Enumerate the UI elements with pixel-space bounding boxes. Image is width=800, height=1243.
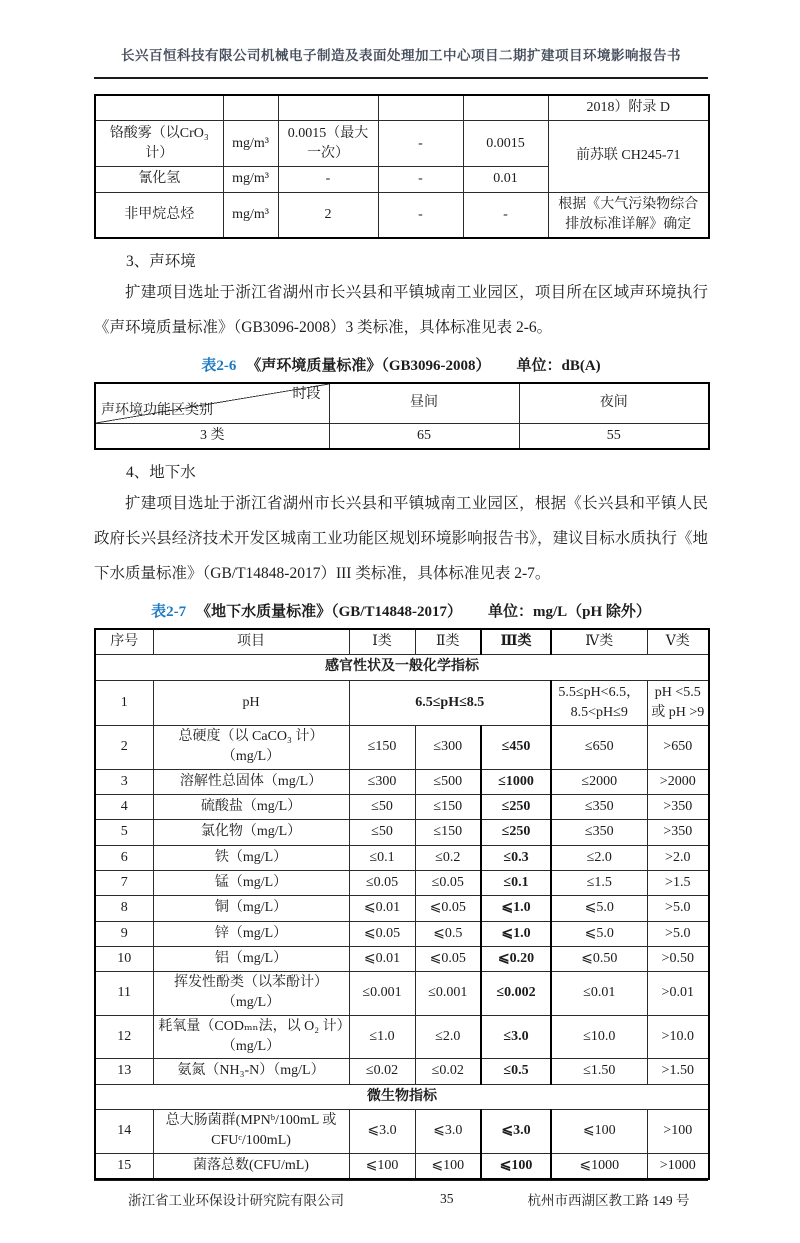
class-ii-value: ≤500 — [415, 769, 481, 794]
class-v-value: >2.0 — [647, 845, 709, 870]
row-number: 4 — [95, 795, 153, 820]
class-iii-value: ⩽1.0 — [481, 896, 551, 921]
class-ii-value: ≤150 — [415, 795, 481, 820]
corner-label-category: 声环境功能区类别 — [101, 403, 213, 419]
pollutant-name: 氰化氢 — [95, 167, 223, 192]
column-header: 项目 — [153, 629, 349, 655]
parameter-name: 锌（mg/L） — [153, 921, 349, 946]
table-row — [95, 896, 709, 921]
value-cell: - — [378, 121, 463, 167]
class-i-value: ≤150 — [349, 726, 415, 770]
column-header-class-iii: Ⅲ类 — [481, 629, 551, 655]
row-number: 8 — [95, 896, 153, 921]
class-ii-value: ≤0.2 — [415, 845, 481, 870]
row-number: 2 — [95, 726, 153, 770]
diagonal-header-cell — [95, 383, 329, 423]
section-heading-groundwater: 4、地下水 — [126, 463, 196, 481]
table-row — [95, 423, 709, 449]
pollutant-name: 铬酸雾（以CrO₃ 计） — [95, 121, 223, 167]
class-iv-value: ≤1.50 — [551, 1059, 647, 1084]
class-i-value: ≤1.0 — [349, 1015, 415, 1059]
class-ii-value: ≤0.02 — [415, 1059, 481, 1084]
cell-empty — [378, 95, 463, 121]
class-iii-value: ⩽3.0 — [481, 1109, 551, 1153]
column-header: Ⅳ类 — [551, 629, 647, 655]
class-v-value: >350 — [647, 795, 709, 820]
section-heading-noise: 3、声环境 — [126, 253, 196, 271]
column-header: Ⅰ类 — [349, 629, 415, 655]
class-ii-value: ⩽3.0 — [415, 1109, 481, 1153]
table-unit: 单位：mg/L（pH 除外） — [487, 603, 651, 620]
parameter-name: 总大肠菌群(MPNᵇ/100mL 或 CFUᶜ/100mL) — [153, 1109, 349, 1153]
row-number: 3 — [95, 769, 153, 794]
table-row — [95, 121, 709, 167]
table-row — [95, 680, 709, 726]
value-cell: 2 — [278, 192, 378, 238]
class-i-value: ⩽0.01 — [349, 946, 415, 971]
class-i-value: ⩽0.01 — [349, 896, 415, 921]
row-number: 14 — [95, 1109, 153, 1153]
section-header-row — [95, 655, 709, 680]
class-v-value: >0.01 — [647, 972, 709, 1016]
table-row — [95, 1109, 709, 1153]
class-iv-value: ⩽5.0 — [551, 921, 647, 946]
parameter-name: 氯化物（mg/L） — [153, 820, 349, 845]
table-row — [95, 820, 709, 845]
table-2-6-caption — [94, 354, 708, 375]
parameter-name: pH — [153, 680, 349, 726]
report-title: 长兴百恒科技有限公司机械电子制造及表面处理加工中心项目二期扩建项目环境影响报告书 — [121, 48, 681, 63]
class-iv-value: ≤10.0 — [551, 1015, 647, 1059]
paragraph-noise: 扩建项目选址于浙江省湖州市长兴县和平镇城南工业园区，项目所在区域声环境执行《声环境质量标准》（GB3096-2008）3 类标准，具体标准见表 2-6。 — [94, 284, 708, 337]
standard-source: 根据《大气污染物综合排放标准详解》确定 — [548, 192, 709, 238]
class-i-value: ⩽100 — [349, 1153, 415, 1179]
header-divider — [94, 77, 708, 79]
cell-empty — [95, 95, 223, 121]
parameter-name: 硫酸盐（mg/L） — [153, 795, 349, 820]
table-header-row — [95, 383, 709, 423]
class-iv-value: ≤0.01 — [551, 972, 647, 1016]
value-cell: 0.0015（最大一次） — [278, 121, 378, 167]
unit-cell: mg/m³ — [223, 121, 278, 167]
table-row — [95, 921, 709, 946]
class-ii-value: ≤300 — [415, 726, 481, 770]
section-header-row — [95, 1084, 709, 1109]
noise-standards-table — [94, 382, 710, 450]
row-number: 10 — [95, 946, 153, 971]
row-number: 12 — [95, 1015, 153, 1059]
class-iv-value: ≤350 — [551, 820, 647, 845]
parameter-name: 氨氮（NH₃-N）（mg/L） — [153, 1059, 349, 1084]
class-iii-value: ≤0.002 — [481, 972, 551, 1016]
table-row — [95, 1153, 709, 1179]
footer-text — [94, 1181, 708, 1209]
table-label: 表2-6 — [201, 358, 237, 375]
row-number: 13 — [95, 1059, 153, 1084]
parameter-name: 总硬度（以 CaCO₃ 计）（mg/L） — [153, 726, 349, 770]
class-i-iii-value: 6.5≤pH≤8.5 — [349, 680, 551, 726]
value-cell: - — [378, 192, 463, 238]
class-ii-value: ≤0.001 — [415, 972, 481, 1016]
table-row — [95, 192, 709, 238]
value-cell: 0.0015 — [463, 121, 548, 167]
row-number: 1 — [95, 680, 153, 726]
class-ii-value: ⩽0.05 — [415, 946, 481, 971]
table-row — [95, 870, 709, 895]
value-cell: - — [378, 167, 463, 192]
parameter-name: 锰（mg/L） — [153, 870, 349, 895]
class-v-value: >100 — [647, 1109, 709, 1153]
class-v-value: >10.0 — [647, 1015, 709, 1059]
class-v-value: >350 — [647, 820, 709, 845]
value-cell: - — [463, 192, 548, 238]
table-row — [95, 95, 709, 121]
page-header — [94, 44, 708, 79]
footer-address: 杭州市西湖区教工路 149 号 — [527, 1192, 690, 1208]
class-v-value: >650 — [647, 726, 709, 770]
section-header-cell: 感官性状及一般化学指标 — [95, 655, 709, 680]
row-number: 15 — [95, 1153, 153, 1179]
page-footer — [94, 1180, 708, 1243]
table-label: 表2-7 — [151, 603, 187, 620]
class-iii-value: ⩽1.0 — [481, 921, 551, 946]
class-i-value: ≤50 — [349, 820, 415, 845]
air-standards-table — [94, 94, 710, 239]
parameter-name: 铁（mg/L） — [153, 845, 349, 870]
cell-empty — [223, 95, 278, 121]
section-header-cell: 微生物指标 — [95, 1084, 709, 1109]
class-ii-value: ≤150 — [415, 820, 481, 845]
parameter-name: 铝（mg/L） — [153, 946, 349, 971]
class-i-value: ⩽0.05 — [349, 921, 415, 946]
class-ii-value: ⩽0.5 — [415, 921, 481, 946]
table-unit: 单位：dB(A) — [516, 358, 601, 375]
class-iv-value: ⩽5.0 — [551, 896, 647, 921]
column-header: Ⅱ类 — [415, 629, 481, 655]
parameter-name: 溶解性总固体（mg/L） — [153, 769, 349, 794]
class-iv-value: ≤2.0 — [551, 845, 647, 870]
corner-label-period: 时段 — [292, 387, 321, 403]
class-iv-value: ⩽1000 — [551, 1153, 647, 1179]
class-iii-value: ≤450 — [481, 726, 551, 770]
class-ii-value: ≤0.05 — [415, 870, 481, 895]
value-cell: - — [278, 167, 378, 192]
class-iv-value: ≤350 — [551, 795, 647, 820]
column-header: Ⅴ类 — [647, 629, 709, 655]
cell-empty — [463, 95, 548, 121]
unit-cell: mg/m³ — [223, 167, 278, 192]
groundwater-standards-table — [94, 628, 710, 1180]
class-iii-value: ≤1000 — [481, 769, 551, 794]
class-iii-value: ≤0.5 — [481, 1059, 551, 1084]
class-i-value: ≤50 — [349, 795, 415, 820]
row-number: 5 — [95, 820, 153, 845]
parameter-name: 铜（mg/L） — [153, 896, 349, 921]
class-iii-value: ≤250 — [481, 795, 551, 820]
parameter-name: 菌落总数(CFU/mL) — [153, 1153, 349, 1179]
class-v-value: >2000 — [647, 769, 709, 794]
class-i-value: ≤0.1 — [349, 845, 415, 870]
class-v-value: >1.5 — [647, 870, 709, 895]
class-iv-value: ⩽0.50 — [551, 946, 647, 971]
class-iv-value: ≤2000 — [551, 769, 647, 794]
standard-source-note: 2018）附录 D — [548, 95, 709, 121]
paragraph-groundwater: 扩建项目选址于浙江省湖州市长兴县和平镇城南工业园区，根据《长兴县和平镇人民政府长兴县经济技术开发区城南工业功能区规划环境影响报告书》，建议目标水质执行《地下水质量标准》（GB/T14848-2017）III 类标准，具体标准见表 2-7。 — [94, 494, 708, 582]
class-v-value: pH <5.5 或 pH >9 — [647, 680, 709, 726]
table-row — [95, 1015, 709, 1059]
class-iv-value: ≤650 — [551, 726, 647, 770]
class-iii-value: ≤0.3 — [481, 845, 551, 870]
unit-cell: mg/m³ — [223, 192, 278, 238]
parameter-name: 耗氧量（CODₘₙ法，以 O₂ 计）（mg/L） — [153, 1015, 349, 1059]
table-title: 《地下水质量标准》（GB/T14848-2017） — [196, 603, 462, 620]
table-row — [95, 845, 709, 870]
noise-night-value: 55 — [519, 423, 709, 449]
value-cell: 0.01 — [463, 167, 548, 192]
class-ii-value: ⩽100 — [415, 1153, 481, 1179]
table-row — [95, 795, 709, 820]
page-number: 35 — [440, 1190, 454, 1206]
class-iii-value: ≤3.0 — [481, 1015, 551, 1059]
class-ii-value: ⩽0.05 — [415, 896, 481, 921]
pollutant-name: 非甲烷总烃 — [95, 192, 223, 238]
standard-source: 前苏联 CH245-71 — [548, 121, 709, 192]
row-number: 7 — [95, 870, 153, 895]
table-row — [95, 726, 709, 770]
class-v-value: >5.0 — [647, 921, 709, 946]
footer-company: 浙江省工业环保设计研究院有限公司 — [128, 1192, 344, 1208]
class-iii-value: ⩽0.20 — [481, 946, 551, 971]
class-iv-value: ≤1.5 — [551, 870, 647, 895]
class-iii-value: ⩽100 — [481, 1153, 551, 1179]
column-header-night: 夜间 — [519, 383, 709, 423]
class-iii-value: ≤0.1 — [481, 870, 551, 895]
table-2-7-caption — [94, 600, 708, 621]
table-row — [95, 1059, 709, 1084]
table-row — [95, 769, 709, 794]
column-header-day: 昼间 — [329, 383, 519, 423]
class-v-value: >0.50 — [647, 946, 709, 971]
row-number: 9 — [95, 921, 153, 946]
table-title: 《声环境质量标准》（GB3096-2008） — [246, 358, 491, 375]
class-ii-value: ≤2.0 — [415, 1015, 481, 1059]
class-iii-value: ≤250 — [481, 820, 551, 845]
class-iv-value: 5.5≤pH<6.5，8.5<pH≤9 — [551, 680, 647, 726]
class-i-value: ⩽3.0 — [349, 1109, 415, 1153]
cell-empty — [278, 95, 378, 121]
class-i-value: ≤0.001 — [349, 972, 415, 1016]
class-i-value: ≤0.02 — [349, 1059, 415, 1084]
row-number: 11 — [95, 972, 153, 1016]
row-number: 6 — [95, 845, 153, 870]
class-iv-value: ⩽100 — [551, 1109, 647, 1153]
noise-category: 3 类 — [95, 423, 329, 449]
class-v-value: >1.50 — [647, 1059, 709, 1084]
parameter-name: 挥发性酚类（以苯酚计）（mg/L） — [153, 972, 349, 1016]
table-row — [95, 972, 709, 1016]
table-row — [95, 946, 709, 971]
class-i-value: ≤0.05 — [349, 870, 415, 895]
class-v-value: >5.0 — [647, 896, 709, 921]
class-v-value: >1000 — [647, 1153, 709, 1179]
table-header-row — [95, 629, 709, 655]
column-header: 序号 — [95, 629, 153, 655]
class-i-value: ≤300 — [349, 769, 415, 794]
noise-day-value: 65 — [329, 423, 519, 449]
